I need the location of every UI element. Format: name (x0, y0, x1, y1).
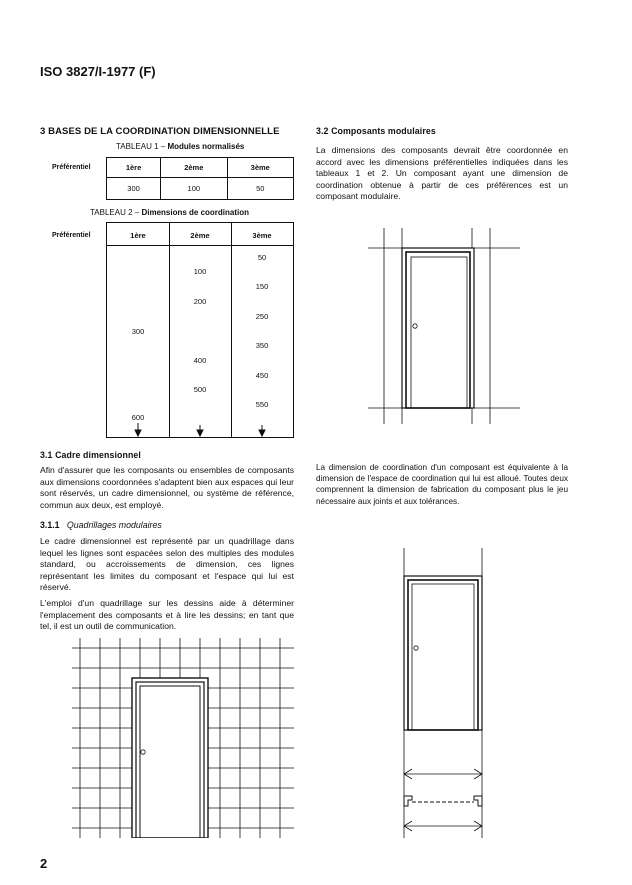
section-3-1-1-body-1: Le cadre dimensionnel est représenté par un quadrillage dans lequel les lignes sont espacées selon des multiples des modules standard, ou accroissements de dimension, ces lignes représentant les limites du composant et l'espace qui lui est réservé. (40, 536, 294, 593)
section-3-2-title: 3.2 Composants modulaires (316, 126, 436, 136)
table2-caption (90, 208, 249, 217)
down-arrow-icon (135, 423, 141, 436)
table2-col3-value: 550 (255, 400, 269, 409)
coordination-dimension-body: La dimension de coordination d'un composant est équivalente à la dimension de l'espace de coordination qui lui est alloué. Toutes deux comprennent la dimension de fabrication du composant plus le jeu nécessaire aux joints et aux tolérances. (316, 463, 568, 506)
section-3-1-title: 3.1 Cadre dimensionnel (40, 450, 141, 460)
down-arrow-icons (107, 420, 295, 438)
section-3-1-1-heading: Quadrillages modulaires (66, 520, 162, 530)
table2-col3-value: 450 (255, 371, 269, 380)
door-knob-icon (413, 324, 417, 328)
door-knob-icon (414, 646, 418, 650)
door-frame (404, 576, 482, 730)
section-3-2-body: La dimensions des composants devrait être coordonnée en accord avec les dimensions préférentielles indiquées dans les tableaux 1 et 2. Un composant ayant une dimension de coordination obtenue à partir de ces préférences est un composant modulaire. (316, 145, 568, 202)
section-3-1-1-title (40, 520, 162, 530)
modular-grid-figure (72, 638, 294, 838)
table2-col3-value: 350 (255, 341, 269, 350)
table2-row-label: Préférentiel (52, 232, 91, 239)
table2-header-3: 3ème (252, 231, 272, 240)
page-number: 2 (40, 856, 48, 871)
table2-header-2: 2ème (190, 231, 210, 240)
table2-col2-value: 400 (193, 356, 207, 365)
table1-header-2: 2ème (161, 158, 227, 178)
section-3-1-body: Afin d'assurer que les composants ou ensembles de composants aux dimensions coordonnées s'adaptent bien aux espaces qui leur sont réservés, un cadre dimensionnel, ou système de référence, commun aux deux, est employé. (40, 465, 294, 510)
table1-header-1: 1ère (107, 158, 161, 178)
table2-header-1: 1ère (130, 231, 146, 240)
door-elevation-figure (368, 228, 520, 424)
table1-caption-title: Modules normalisés (167, 142, 245, 151)
table2-col2-value: 200 (193, 297, 207, 306)
table1-caption (116, 142, 244, 151)
table2-col3-value: 150 (255, 282, 269, 291)
table2-caption-title: Dimensions de coordination (141, 208, 250, 217)
reference-lines (404, 548, 482, 838)
table2-col2-value: 100 (193, 267, 207, 276)
document-id: ISO 3827/I-1977 (F) (40, 64, 156, 79)
table2 (106, 222, 294, 438)
table2-caption-prefix: TABLEAU 2 – (90, 208, 140, 217)
table2-col2-value: 500 (193, 385, 207, 394)
table1-value-3: 50 (227, 178, 293, 200)
table1-caption-prefix: TABLEAU 1 – (116, 142, 166, 151)
door-knob-icon (141, 750, 145, 754)
dimension-line (404, 769, 482, 779)
section-3-1-1-number: 3.1.1 (40, 520, 60, 530)
table2-col3-value: 250 (255, 312, 269, 321)
table1-value-1: 300 (107, 178, 161, 200)
table1 (106, 157, 294, 200)
table1-value-2: 100 (161, 178, 227, 200)
table2-col1-value: 300 (131, 327, 145, 336)
table1-header-3: 3ème (227, 158, 293, 178)
section-3-1-1-body-2: L'emploi d'un quadrillage sur les dessins aide à déterminer l'emplacement des composants et à lire les dessins; en tant que tel, il est un outil de communication. (40, 598, 294, 632)
table2-col3-value: 50 (257, 253, 267, 262)
door-frame (132, 678, 208, 838)
down-arrow-icon (197, 425, 203, 436)
table2-col1-value: 600 (131, 413, 145, 422)
door-coordination-figure (398, 548, 494, 838)
down-arrow-icon (259, 425, 265, 436)
section-3-title: 3 BASES DE LA COORDINATION DIMENSIONNELLE (40, 126, 280, 137)
dimension-line (404, 821, 482, 831)
door-frame (402, 248, 474, 408)
door-plan-section (404, 796, 482, 806)
table1-row-label: Préférentiel (52, 164, 91, 171)
